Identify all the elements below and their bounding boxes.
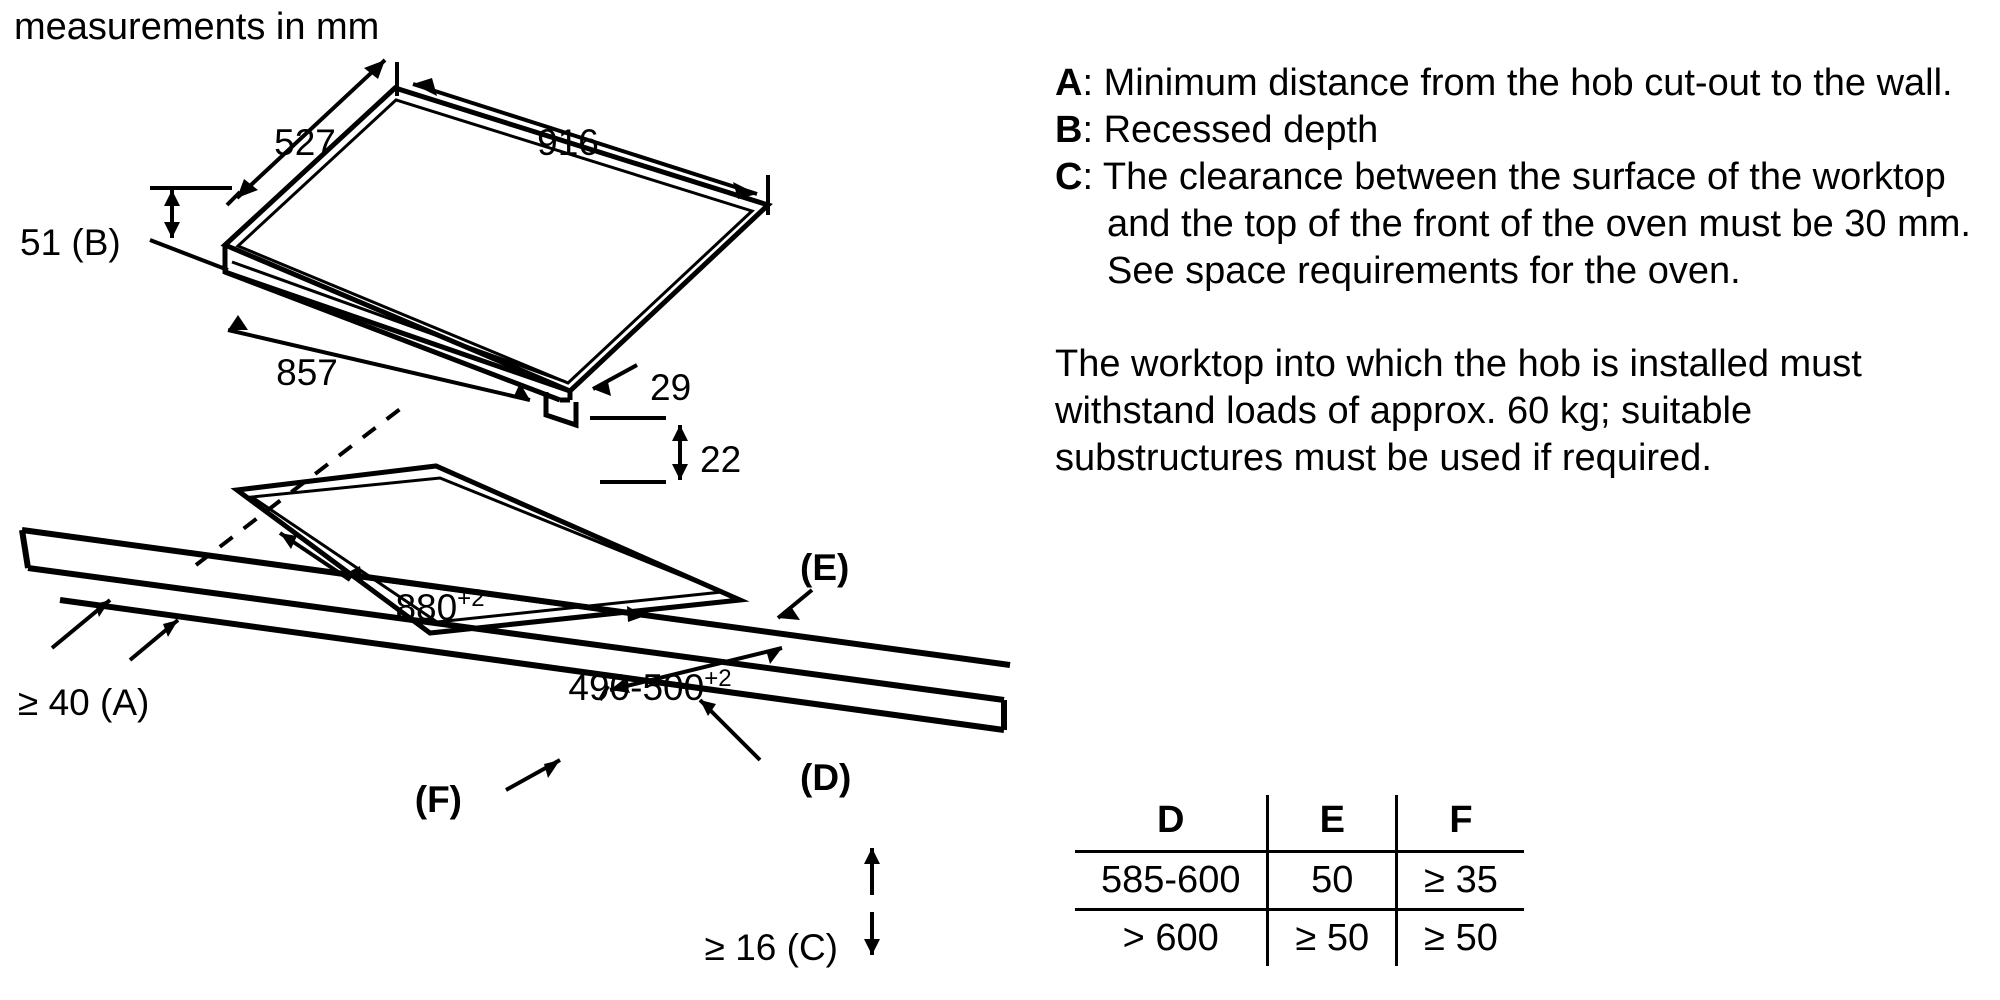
table-header-e: E [1268, 795, 1397, 852]
marker-e: (E) [800, 547, 850, 588]
table-header-f: F [1397, 795, 1524, 852]
table-cell-e-2: ≥ 50 [1268, 910, 1397, 967]
legend-text-a: : Minimum distance from the hob cut-out to the wall. [1082, 62, 1953, 104]
legend-key-b: B [1055, 109, 1083, 151]
table-row [1075, 852, 1524, 910]
dim-recess-depth: 51 (B) [20, 222, 121, 263]
dim-width-top: 916 [537, 122, 599, 163]
page-title: measurements in mm [14, 6, 380, 48]
dim-body-width: 857 [276, 352, 338, 393]
legend-item-a [1055, 60, 1985, 107]
explanation-pane [1055, 60, 1985, 520]
table-cell-d-2: > 600 [1122, 917, 1219, 959]
table-header-row [1075, 795, 1524, 852]
legend-item-b [1055, 107, 1985, 154]
dim-cutout-depth: $490-500^{+2}$ [568, 665, 732, 708]
dim-depth-top: 527 [274, 122, 336, 163]
table-cell-f-2: ≥ 50 [1397, 910, 1524, 967]
legend-key-c: C [1055, 156, 1083, 198]
table-row [1075, 910, 1524, 967]
table-cell-e-1: 50 [1268, 852, 1397, 910]
dim-offset-29: 29 [650, 367, 692, 408]
table-cell-f-1: ≥ 35 [1397, 852, 1524, 910]
dim-worktop-thickness: ≥ 16 (C) [704, 927, 838, 968]
legend-item-c [1055, 154, 1985, 295]
marker-d: (D) [800, 757, 852, 798]
dim-cutout-width: $880^{+2}$ [395, 585, 485, 628]
marker-f: (F) [414, 779, 462, 820]
legend-text-c: : The clearance between the surface of the worktop and the top of the front of the oven must be 30 mm. See space requirements for the oven. [1082, 156, 1971, 292]
dim-offset-22: 22 [700, 439, 742, 480]
table-cell-d-1: 585-600 [1101, 859, 1241, 901]
legend-list [1055, 60, 1985, 295]
table-header-d: D [1157, 799, 1185, 841]
legend-text-b: : Recessed depth [1082, 109, 1379, 151]
worktop-note: The worktop into which the hob is installed must withstand loads of approx. 60 kg; suitable substructures must be used if required. [1055, 343, 1862, 479]
legend-key-a: A [1055, 62, 1083, 104]
dim-wall-distance: ≥ 40 (A) [18, 682, 150, 723]
clearance-table [1075, 795, 1524, 966]
